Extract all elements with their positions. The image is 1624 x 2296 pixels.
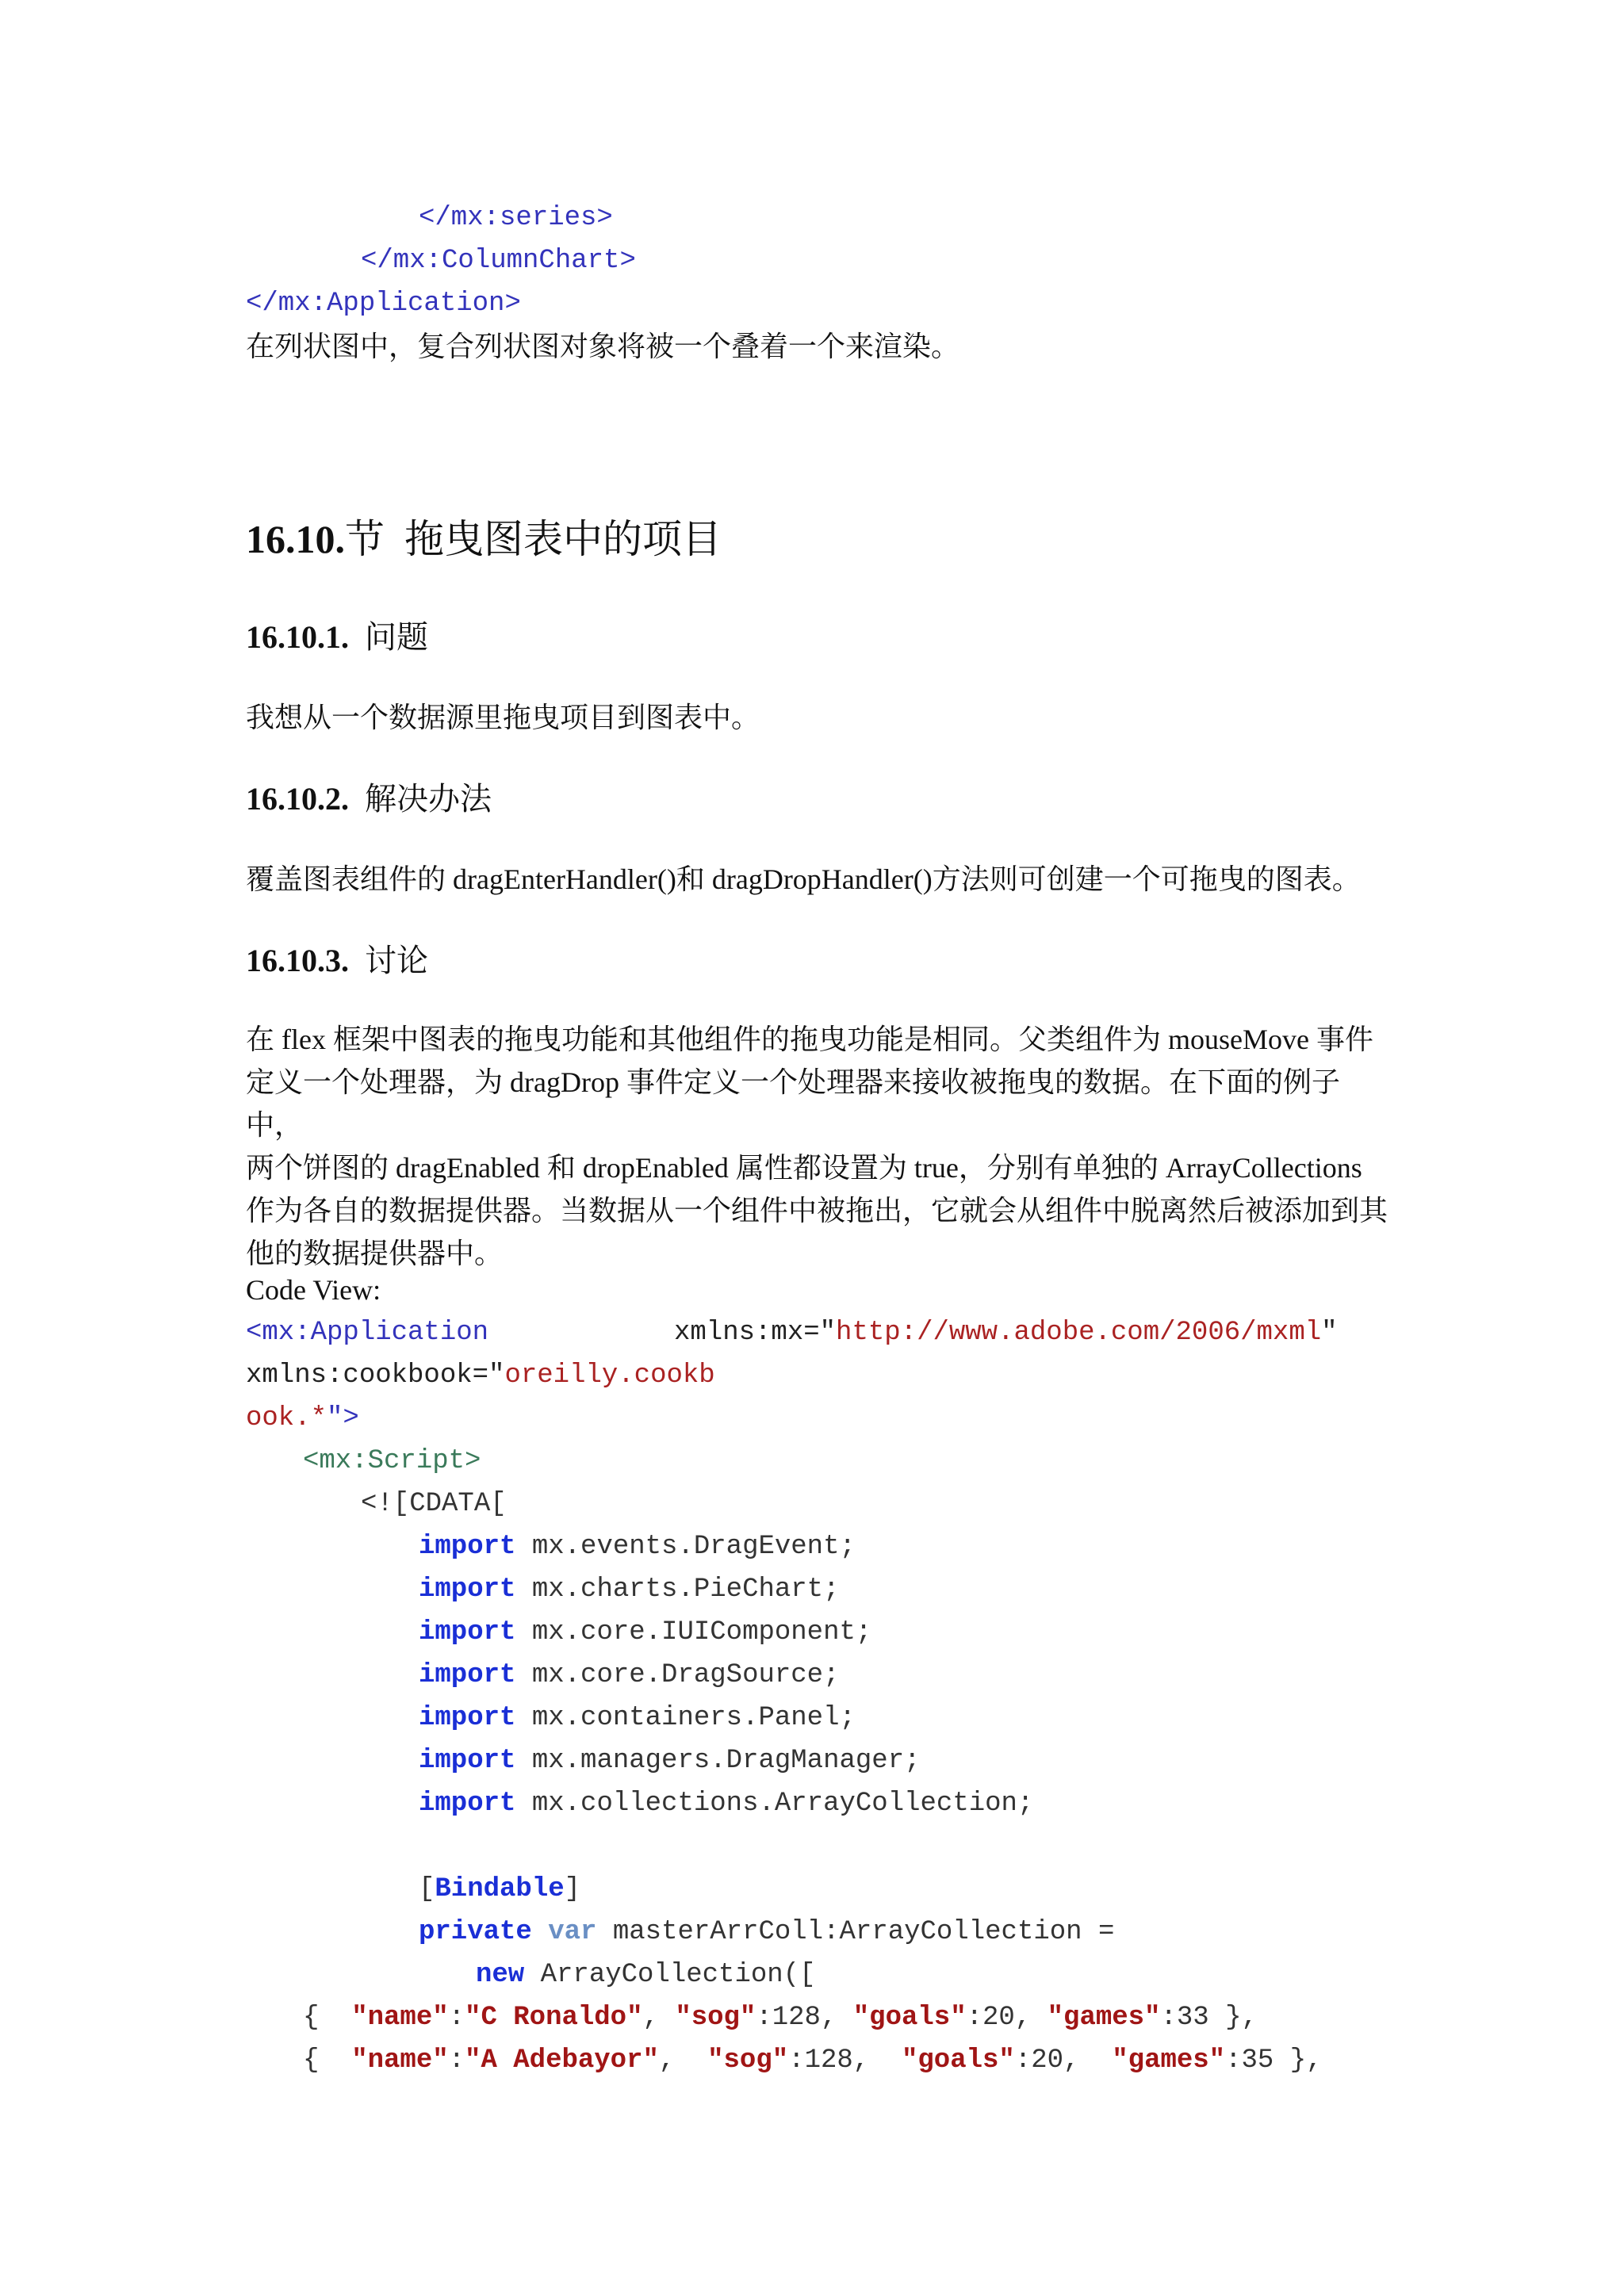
code-text: ArrayCollection([ xyxy=(540,1960,816,1990)
code-value: 128 xyxy=(772,2003,821,2033)
code-line-script-open xyxy=(303,1440,481,1483)
code-line-import xyxy=(419,1697,856,1739)
code-keyword: import xyxy=(419,1789,516,1819)
code-text: ] xyxy=(564,1874,581,1904)
code-line-import xyxy=(419,1739,921,1782)
problem-paragraph: 我想从一个数据源里拖曳项目到图表中。 xyxy=(246,702,760,733)
discussion-line: 在 flex 框架中图表的拖曳功能和其他组件的拖曳功能是相同。父类组件为 mouseMove 事件 xyxy=(246,1024,1373,1055)
section-title-prefix: 节 xyxy=(345,517,385,561)
code-text: <mx:Application xyxy=(246,1318,489,1348)
code-line-columnchart-close xyxy=(361,239,636,282)
section-heading xyxy=(246,507,722,564)
code-line-xmlns-cookbook-cont xyxy=(246,1397,359,1440)
code-text: <mx:Script> xyxy=(303,1446,481,1476)
code-line-import xyxy=(419,1782,1033,1825)
code-text: oreilly.cookb xyxy=(504,1360,715,1391)
code-value: 35 xyxy=(1241,2045,1274,2076)
code-key: "games" xyxy=(1047,2003,1161,2033)
code-line-series-close xyxy=(419,197,613,239)
discussion-line: 作为各自的数据提供器。当数据从一个组件中被拖出，它就会从组件中脱离然后被添加到其 xyxy=(246,1195,1388,1226)
solution-paragraph: 覆盖图表组件的 dragEnterHandler()和 dragDropHandler()方法则可创建一个可拖曳的图表。 xyxy=(246,863,1361,895)
code-view-label: Code View: xyxy=(246,1274,381,1306)
code-keyword: import xyxy=(419,1575,516,1605)
code-text: </mx:Application> xyxy=(246,289,521,319)
code-key: "name" xyxy=(351,2003,449,2033)
code-keyword: import xyxy=(419,1746,516,1776)
code-line-application-close xyxy=(246,282,521,325)
discussion-line: 两个饼图的 dragEnabled 和 dropEnabled 属性都设置为 true，分别有单独的 ArrayCollections xyxy=(246,1152,1362,1184)
subsection-title: 讨论 xyxy=(365,943,428,978)
code-key: "goals" xyxy=(902,2045,1015,2076)
subsection-heading-problem xyxy=(246,612,428,657)
subsection-heading-discussion xyxy=(246,936,428,981)
subsection-heading-solution xyxy=(246,774,492,819)
code-value: C Ronaldo xyxy=(481,2003,627,2033)
code-keyword: private xyxy=(419,1917,532,1947)
code-text: mx.events.DragEvent; xyxy=(531,1532,856,1562)
code-keyword: new xyxy=(476,1960,525,1990)
code-text: mx.containers.Panel; xyxy=(531,1703,856,1733)
code-text: </mx:ColumnChart> xyxy=(361,246,636,276)
code-line-cdata xyxy=(361,1483,507,1525)
code-text: }, xyxy=(1208,2003,1258,2033)
subsection-number: 16.10.2. xyxy=(246,781,349,817)
code-text: ook.* xyxy=(246,1403,327,1433)
discussion-line: 他的数据提供器中。 xyxy=(246,1238,504,1269)
code-key: "sog" xyxy=(675,2003,756,2033)
code-text: mx.collections.ArrayCollection; xyxy=(531,1789,1034,1819)
code-text: mx.managers.DragManager; xyxy=(531,1746,921,1776)
subsection-number: 16.10.3. xyxy=(246,943,349,978)
code-line-data-row: { "name":"C Ronaldo", "sog":128, "goals":20, "games":33 }, xyxy=(303,2003,1258,2033)
code-line-xmlns-mx xyxy=(674,1311,1338,1354)
subsection-title: 问题 xyxy=(365,619,428,655)
intro-paragraph: 在列状图中，复合列状图对象将被一个叠着一个来渲染。 xyxy=(246,331,960,362)
code-text: xmlns:cookbook=" xyxy=(246,1360,505,1391)
code-text: mx.core.IUIComponent; xyxy=(531,1617,872,1647)
code-key: "games" xyxy=(1112,2045,1226,2076)
code-keyword: import xyxy=(419,1532,516,1562)
code-value: 20 xyxy=(1031,2045,1064,2076)
code-text: [ xyxy=(419,1874,435,1904)
code-key: "name" xyxy=(351,2045,449,2076)
subsection-number: 16.10.1. xyxy=(246,619,349,655)
code-text: xmlns:mx=" xyxy=(674,1318,837,1348)
code-line-declaration xyxy=(419,1911,1114,1954)
code-line-app-open xyxy=(246,1311,488,1354)
code-text: }, xyxy=(1274,2045,1323,2076)
code-text: <![CDATA[ xyxy=(361,1489,507,1519)
code-keyword: var xyxy=(548,1917,597,1947)
code-value: 33 xyxy=(1176,2003,1209,2033)
code-text: " xyxy=(1321,1318,1338,1348)
code-key: "sog" xyxy=(707,2045,789,2076)
code-line-import xyxy=(419,1525,856,1568)
code-text: mx.charts.PieChart; xyxy=(531,1575,840,1605)
code-line-data-row: { "name":"A Adebayor", "sog":128, "goals":20, "games":35 }, xyxy=(303,2045,1323,2076)
section-number: 16.10. xyxy=(246,517,345,561)
subsection-title: 解决办法 xyxy=(365,781,492,817)
code-line-bindable xyxy=(419,1868,580,1911)
code-keyword: import xyxy=(419,1660,516,1690)
code-line-import xyxy=(419,1654,840,1697)
discussion-paragraph xyxy=(246,1018,1388,1275)
code-keyword: import xyxy=(419,1703,516,1733)
code-key: "goals" xyxy=(852,2003,967,2033)
code-value: 128 xyxy=(804,2045,853,2076)
code-value: A Adebayor xyxy=(481,2045,643,2076)
code-line-new xyxy=(476,1954,815,1996)
code-text: masterArrColl:ArrayCollection = xyxy=(612,1917,1115,1947)
code-text: mx.core.DragSource; xyxy=(531,1660,840,1690)
code-keyword: import xyxy=(419,1617,516,1647)
code-line-import xyxy=(419,1611,871,1654)
section-title: 拖曳图表中的项目 xyxy=(404,517,722,561)
code-line-xmlns-cookbook xyxy=(246,1354,715,1397)
code-text: </mx:series> xyxy=(419,203,613,233)
code-line-import xyxy=(419,1568,840,1611)
code-value: 20 xyxy=(982,2003,1015,2033)
code-keyword: Bindable xyxy=(435,1874,565,1904)
code-text: "> xyxy=(327,1403,359,1433)
discussion-line: 定义一个处理器，为 dragDrop 事件定义一个处理器来接收被拖曳的数据。在下面的例子中， xyxy=(246,1066,1340,1141)
code-text: http://www.adobe.com/2006/mxml xyxy=(836,1318,1322,1348)
